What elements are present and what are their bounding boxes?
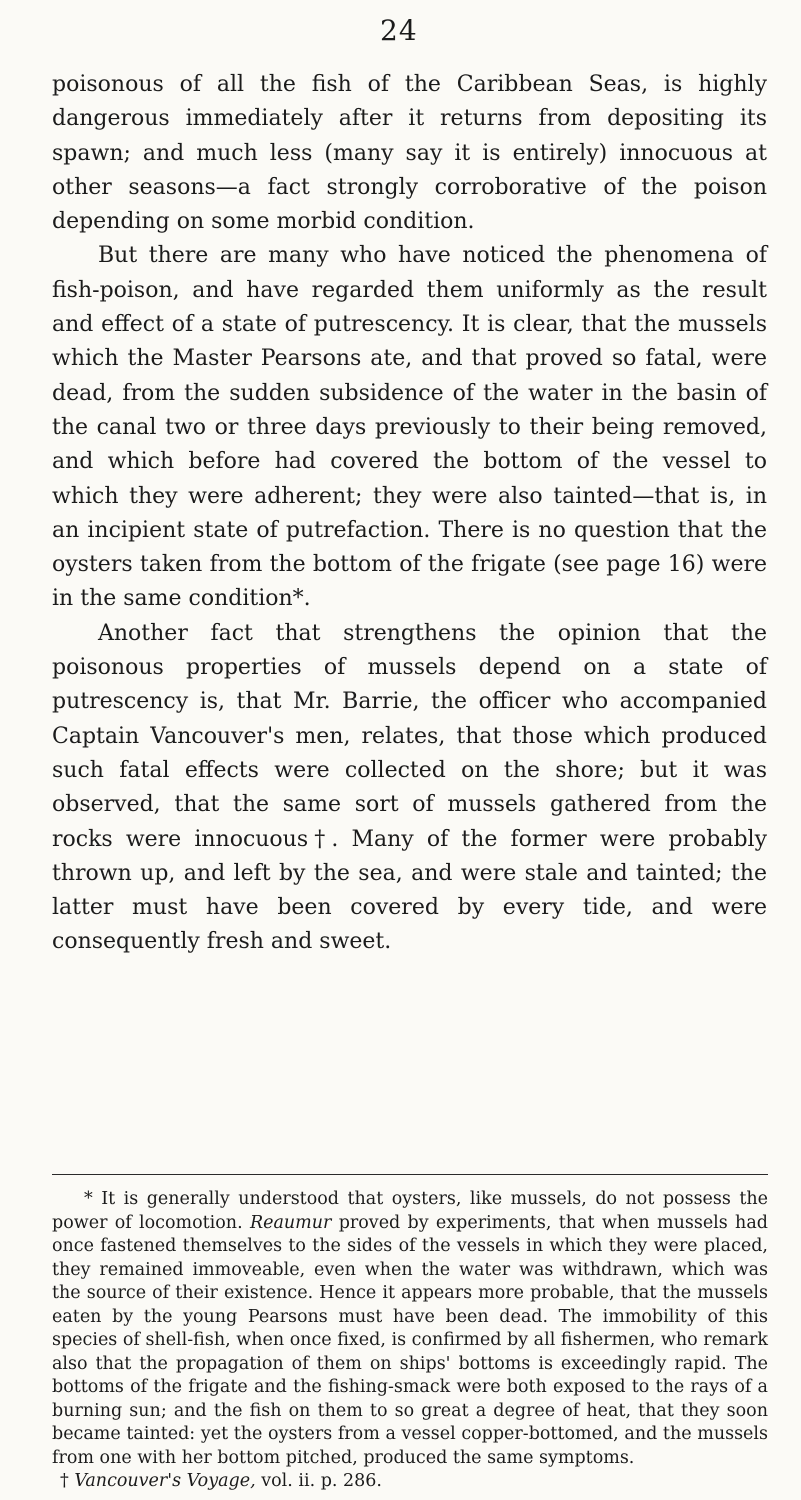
footnote-2 <box>52 1470 768 1494</box>
footnote-1-author: Reaumur <box>249 1212 332 1233</box>
paragraph-2: But there are many who have noticed the phenomena of fish-poison, and have regarded them uniformly as the result and effect of a state of putrescency. It is clear, that the mussels which the Master Pearsons ate, and that proved so fatal, were dead, from the sudden subsidence of the water in the basin of the canal two or three days previously to their being removed, and which before had covered the bottom of the vessel to which they were adherent; they were also tainted—that is, in an incipient state of putrefaction. There is no question that the oysters taken from the bottom of the frigate (see page 16) were in the same condition*. <box>52 243 767 612</box>
footnote-1-text-a: * It is generally understood that oysters, like mussels, do not possess the power of locomotion. <box>52 1189 768 1233</box>
paragraph-1: poisonous of all the fish of the Caribbean Seas, is highly dangerous immediately after it returns from depositing its spawn; and much less (many say it is entirely) innocuous at other seasons—a fact strongly corroborative of the poison depending on some morbid condition. <box>52 72 767 235</box>
footnote-1 <box>52 1188 768 1470</box>
body-text <box>52 68 767 960</box>
footnotes <box>52 1188 768 1494</box>
footnote-2-ref: vol. ii. p. 286. <box>261 1471 382 1491</box>
footnote-1-text-b: proved by experiments, that when mussels had once fastened themselves to the sides of the vessels in which they were placed, they remained immoveable, even when the water was withdrawn, which was the source of their existence. Hence it appears more probable, that the mussels eaten by the young Pearsons must have been dead. The immobility of this species of shell-fish, when once fixed, is confirmed by all fishermen, who remark also that the propagation of them on ships' bottoms is exceedingly rapid. The bottoms of the frigate and the fishing-smack were both exposed to the rays of a burning sun; and the fish on them to so great a degree of heat, that they soon became tainted: yet the oysters from a vessel copper-bottomed, and the mussels from one with her bottom pitched, produced the same symptoms. <box>52 1212 768 1468</box>
page-number: 24 <box>380 14 418 47</box>
footnote-2-title: Vancouver's Voyage, <box>74 1471 256 1491</box>
footnote-2-mark: † <box>60 1471 69 1491</box>
footnote-divider <box>52 1174 768 1175</box>
paragraph-3: Another fact that strengthens the opinion that the poisonous properties of mussels depend on a state of putrescency is, that Mr. Barrie, the officer who accompanied Captain Vancouver's men, relates, that those which produced such fatal effects were collected on the shore; but it was observed, that the same sort of mussels gathered from the rocks were innocuous†. Many of the former were probably thrown up, and left by the sea, and were stale and tainted; the latter must have been covered by every tide, and were consequently fresh and sweet. <box>52 620 767 955</box>
